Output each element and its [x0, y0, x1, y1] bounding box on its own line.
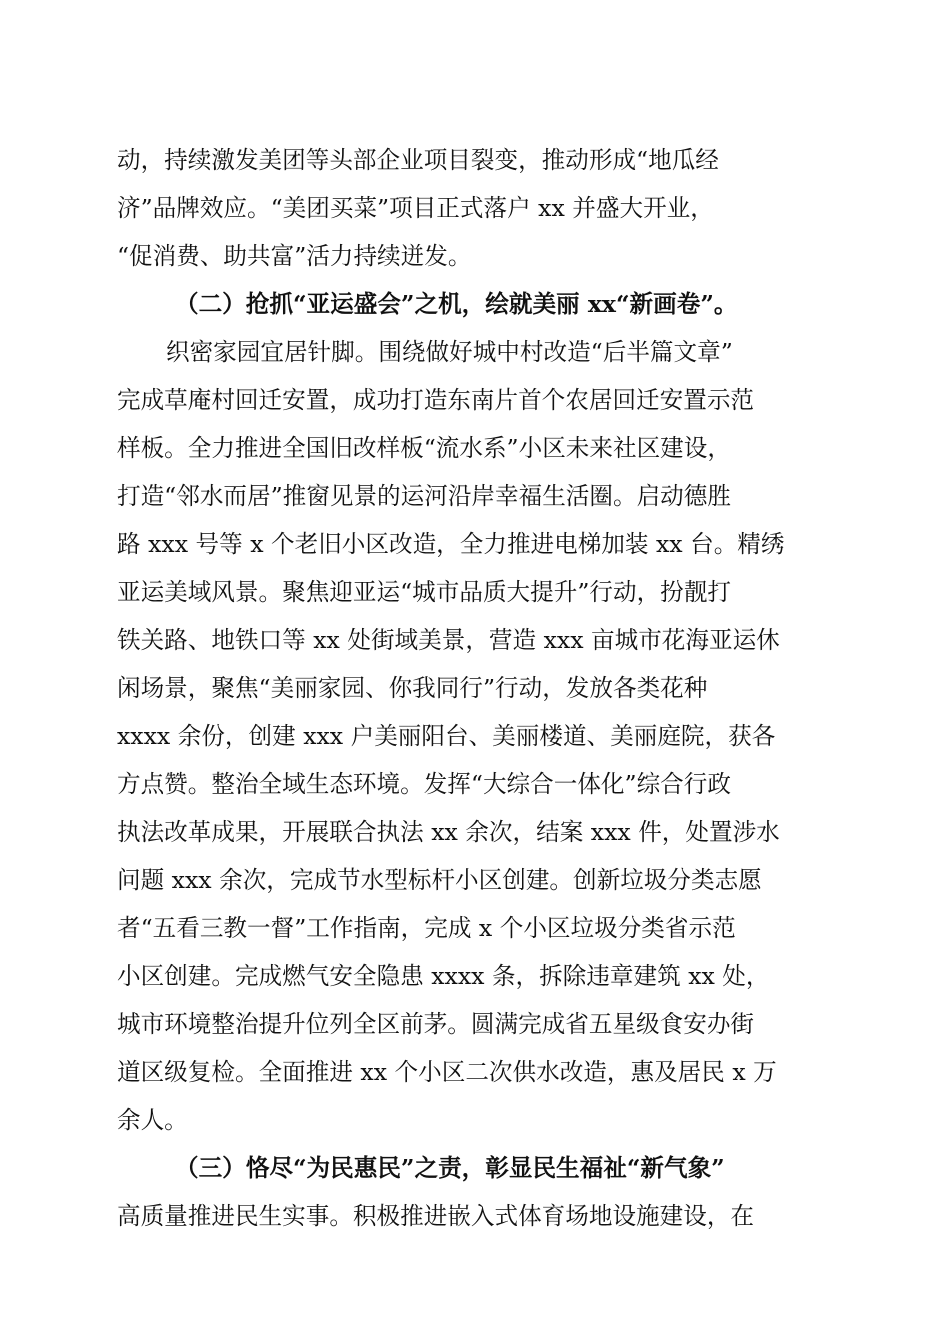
- paragraph-line: 路 xxx 号等 x 个老旧小区改造，全力推进电梯加装 xx 台。精绣: [117, 530, 785, 558]
- paragraph-line: xxxx 余份，创建 xxx 户美丽阳台、美丽楼道、美丽庭院，获各: [117, 722, 776, 750]
- paragraph-line: 完成草庵村回迁安置，成功打造东南片首个农居回迁安置示范: [117, 386, 755, 414]
- paragraph-line: 高质量推进民生实事。积极推进嵌入式体育场地设施建设，在: [117, 1202, 755, 1230]
- paragraph-line: 铁关路、地铁口等 xx 处街域美景，营造 xxx 亩城市花海亚运休: [117, 626, 780, 654]
- paragraph-line: 问题 xxx 余次，完成节水型标杆小区创建。创新垃圾分类志愿: [117, 866, 762, 894]
- paragraph-line: 动，持续激发美团等头部企业项目裂变，推动形成“地瓜经: [117, 146, 719, 174]
- paragraph-line: 方点赞。整治全域生态环境。发挥“大综合一体化”综合行政: [117, 770, 731, 798]
- section-heading-2: （二）抢抓“亚运盛会”之机，绘就美丽 xx“新画卷”。: [175, 290, 738, 318]
- paragraph-line: 亚运美域风景。聚焦迎亚运“城市品质大提升”行动，扮靓打: [117, 578, 731, 606]
- paragraph-line: 余人。: [117, 1106, 188, 1134]
- paragraph-line: 者“五看三教一督”工作指南，完成 x 个小区垃圾分类省示范: [117, 914, 736, 942]
- paragraph-line: 道区级复检。全面推进 xx 个小区二次供水改造，惠及居民 x 万: [117, 1058, 777, 1086]
- paragraph-line: 闲场景，聚焦“美丽家园、你我同行”行动，发放各类花种: [117, 674, 708, 702]
- paragraph-line: 织密家园宜居针脚。围绕做好城中村改造“后半篇文章”: [166, 338, 733, 366]
- paragraph-line: 打造“邻水而居”推窗见景的运河沿岸幸福生活圈。启动德胜: [117, 482, 731, 510]
- section-heading-3: （三）恪尽“为民惠民”之责，彰显民生福祉“新气象”: [175, 1154, 725, 1182]
- paragraph-line: 执法改革成果，开展联合执法 xx 余次，结案 xxx 件，处置涉水: [117, 818, 780, 846]
- paragraph-line: 小区创建。完成燃气安全隐患 xxxx 条，拆除违章建筑 xx 处，: [117, 962, 770, 990]
- paragraph-line: 城市环境整治提升位列全区前茅。圆满完成省五星级食安办街: [117, 1010, 755, 1038]
- paragraph-line: 济”品牌效应。“美团买菜”项目正式落户 xx 并盛大开业，: [117, 194, 714, 222]
- paragraph-line: 样板。全力推进全国旧改样板“流水系”小区未来社区建设，: [117, 434, 731, 462]
- paragraph-line: “促消费、助共富”活力持续迸发。: [117, 242, 472, 270]
